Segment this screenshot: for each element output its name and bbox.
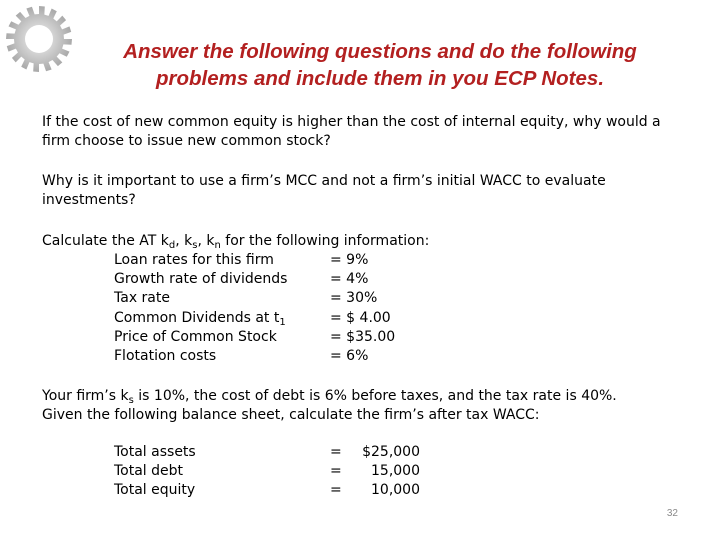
input-value: = $ 4.00 — [330, 310, 391, 326]
input-value: = 30% — [330, 290, 378, 306]
q4-suffix: is 10%, the cost of debt is 6% before taxes, and the tax rate is 40%. — [133, 388, 617, 404]
input-label: Price of Common Stock — [114, 329, 277, 345]
question-3 — [42, 232, 692, 251]
question-1 — [42, 113, 692, 151]
bs-value: 10,000 — [371, 482, 420, 498]
title-line-1: Answer the following questions and do the following — [123, 40, 637, 63]
page-number: 32 — [666, 508, 678, 519]
bs-label: Total equity — [114, 482, 196, 498]
input-value: = 9% — [330, 252, 369, 268]
question-4 — [42, 387, 692, 425]
q4-sub-s: s — [128, 395, 134, 406]
input-value: = 6% — [330, 348, 369, 364]
question-1-line-1: If the cost of new common equity is higher than the cost of internal equity, why would a — [42, 114, 661, 130]
input-value: = 4% — [330, 271, 369, 287]
gear-icon-hub — [25, 25, 53, 53]
input-label-sub: 1 — [279, 317, 286, 328]
bs-value: $25,000 — [362, 444, 420, 460]
question-4-line-1 — [42, 387, 692, 406]
input-label-text: Common Dividends at t — [114, 310, 280, 326]
bs-equals: = — [330, 444, 342, 460]
input-label: Flotation costs — [114, 348, 217, 364]
bs-label: Total assets — [114, 444, 196, 460]
bs-equals: = — [330, 463, 342, 479]
q3-sep1: , k — [175, 233, 193, 249]
bs-label: Total debt — [114, 463, 184, 479]
q3-sep2: , k — [197, 233, 215, 249]
input-label: Tax rate — [114, 290, 170, 306]
input-label: Loan rates for this firm — [114, 252, 274, 268]
q3-sub-s: s — [192, 240, 198, 251]
q3-suffix: for the following information: — [220, 233, 430, 249]
q3-prefix: Calculate the AT k — [42, 233, 169, 249]
question-4-line-2: Given the following balance sheet, calculate the firm’s after tax WACC: — [42, 407, 540, 423]
question-2-line-2: investments? — [42, 192, 136, 208]
q3-sub-d: d — [168, 240, 176, 251]
q3-sub-n: n — [214, 240, 221, 251]
input-label — [114, 309, 286, 328]
question-1-line-2: firm choose to issue new common stock? — [42, 133, 331, 149]
input-value: = $35.00 — [330, 329, 396, 345]
q4-prefix: Your firm’s k — [42, 388, 129, 404]
question-2-line-1: Why is it important to use a firm’s MCC and not a firm’s initial WACC to evaluate — [42, 173, 606, 189]
bs-equals: = — [330, 482, 342, 498]
title-line-2: problems and include them in you ECP Notes. — [155, 67, 605, 90]
bs-value: 15,000 — [371, 463, 420, 479]
input-label: Growth rate of dividends — [114, 271, 288, 287]
question-2 — [42, 172, 692, 210]
